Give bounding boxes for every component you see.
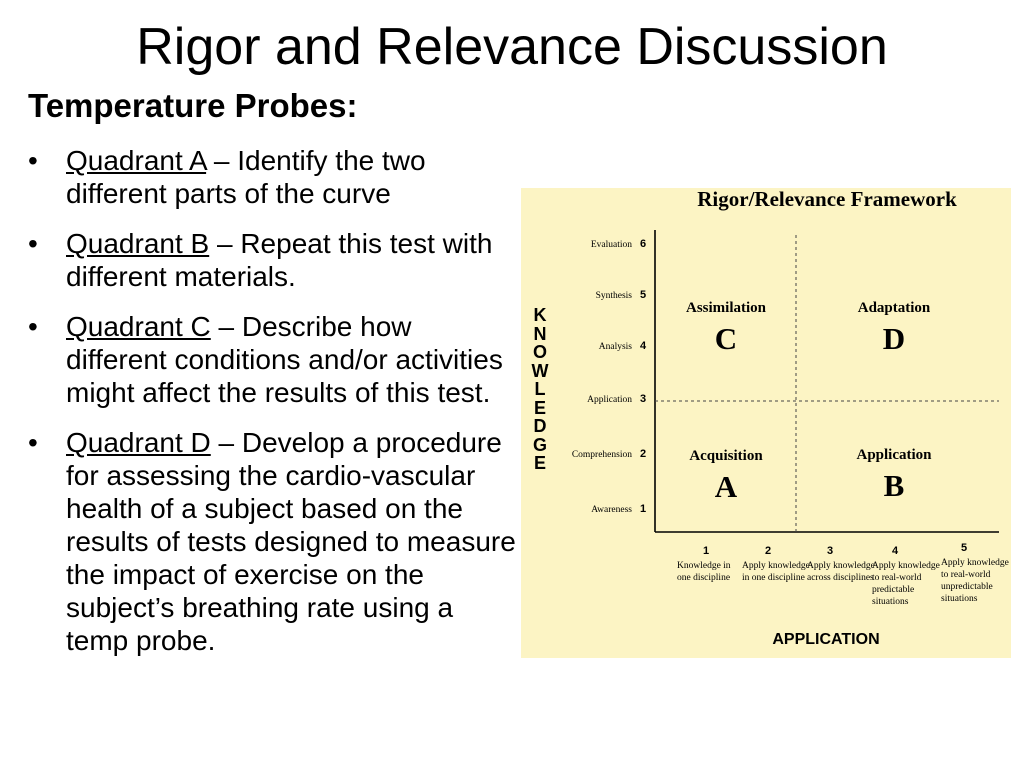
x-level-description: Knowledge in one discipline bbox=[677, 561, 731, 583]
y-axis-letter: E bbox=[533, 453, 546, 473]
bullet-marker: • bbox=[28, 427, 38, 458]
y-level-label: Comprehension bbox=[571, 450, 632, 460]
x-level-number: 2 bbox=[764, 545, 772, 557]
y-level-number: 2 bbox=[640, 448, 647, 460]
quadrant-c-letter: C bbox=[714, 321, 738, 356]
rigor-relevance-framework bbox=[521, 188, 1011, 658]
x-level-number: 5 bbox=[960, 542, 968, 554]
y-axis-letter: D bbox=[533, 416, 547, 436]
x-level-number: 3 bbox=[826, 545, 834, 557]
bullet-quadrant-c bbox=[28, 310, 518, 409]
quadrant-b-text: – Repeat this test with different materials. bbox=[66, 228, 493, 292]
x-level-description: Apply knowledge to real-world predictable situations bbox=[872, 561, 940, 607]
quadrant-a-label: Quadrant A bbox=[66, 145, 207, 176]
y-level-number: 3 bbox=[640, 393, 647, 405]
quadrant-d-name: Adaptation bbox=[857, 300, 931, 316]
x-level-description: Apply knowledge in one discipline bbox=[742, 561, 810, 583]
y-level-label: Application bbox=[587, 395, 632, 405]
quadrant-a-text: – Identify the two different parts of the curve bbox=[66, 145, 426, 209]
y-level-label: Evaluation bbox=[590, 240, 632, 250]
y-level-label: Synthesis bbox=[595, 291, 632, 301]
y-axis-letter: E bbox=[533, 397, 546, 418]
x-axis-title: APPLICATION bbox=[772, 631, 880, 648]
bullet-quadrant-d bbox=[28, 426, 518, 657]
bullet-marker: • bbox=[28, 228, 38, 259]
bullet-quadrant-b bbox=[28, 227, 518, 293]
y-level-label: Awareness bbox=[591, 505, 632, 515]
y-level-number: 6 bbox=[640, 238, 647, 250]
quadrant-a-name: Acquisition bbox=[689, 448, 763, 464]
quadrant-a-letter: A bbox=[714, 469, 738, 504]
y-level-number: 4 bbox=[640, 340, 647, 352]
y-axis-title bbox=[530, 306, 550, 473]
bullet-quadrant-a bbox=[28, 144, 518, 210]
x-level-description: Apply knowledge to real-world unpredictable situations bbox=[941, 558, 1009, 604]
subheading: Temperature Probes: bbox=[28, 87, 358, 124]
quadrant-d-letter: D bbox=[882, 321, 906, 356]
x-level-description: Apply knowledge across disciplines bbox=[807, 561, 875, 583]
framework-title: Rigor/Relevance Framework bbox=[697, 187, 957, 211]
x-level-number: 4 bbox=[891, 545, 899, 557]
y-axis-letter: O bbox=[532, 342, 547, 362]
bullet-marker: • bbox=[28, 311, 38, 342]
y-axis-letter: G bbox=[532, 434, 547, 455]
y-level-label: Analysis bbox=[598, 342, 632, 352]
quadrant-d-label: Quadrant D bbox=[66, 427, 211, 458]
quadrant-c-name: Assimilation bbox=[685, 300, 766, 316]
quadrant-b-letter: B bbox=[883, 468, 905, 503]
y-axis-letter: N bbox=[533, 323, 547, 344]
slide-title: Rigor and Relevance Discussion bbox=[136, 18, 888, 76]
y-axis-letter: L bbox=[534, 379, 546, 399]
bullet-marker: • bbox=[28, 145, 38, 176]
quadrant-b-name: Application bbox=[856, 447, 932, 463]
y-axis-letter: W bbox=[531, 360, 549, 381]
bullet-list bbox=[28, 144, 518, 674]
x-level-number: 1 bbox=[702, 545, 710, 557]
y-axis-letter: K bbox=[533, 305, 547, 325]
y-level-number: 1 bbox=[640, 503, 647, 515]
quadrant-c-label: Quadrant C bbox=[66, 311, 211, 342]
quadrant-b-label: Quadrant B bbox=[66, 228, 210, 259]
quadrant-c-text: – Describe how different conditions and/or activities might affect the results of this test. bbox=[66, 311, 503, 408]
y-level-number: 5 bbox=[640, 289, 647, 301]
quadrant-d-text: – Develop a procedure for assessing the cardio-vascular health of a subject based on the results of tests designed to measure the impact of exercise on the subject’s breathing rate using a temp probe. bbox=[66, 427, 516, 656]
